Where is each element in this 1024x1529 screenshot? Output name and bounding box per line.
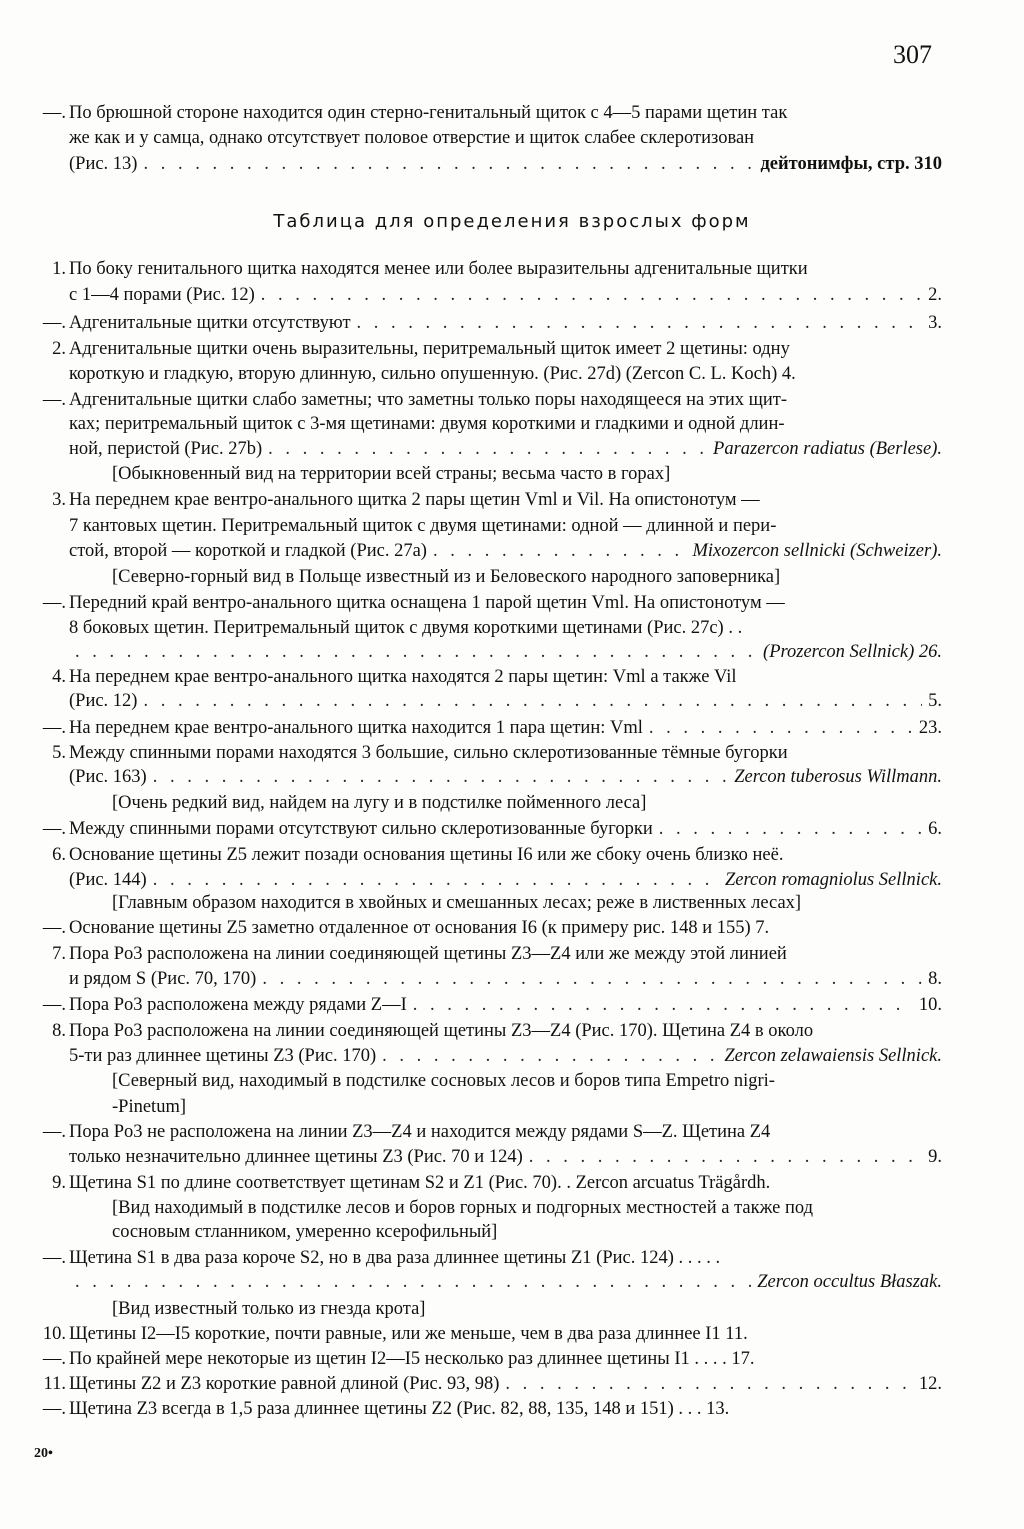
leader-dots	[433, 539, 687, 563]
leader-dots	[505, 1372, 913, 1396]
text-line	[36, 665, 942, 690]
line-text: Пора Po3 расположена на линии соединяющей щетины Z3—Z4 или же между этой линией	[69, 944, 787, 964]
line-text: [Обыкновенный вид на территории всей страны; весьма часто в горах]	[112, 464, 671, 484]
item-number: 6.	[52, 845, 66, 865]
text-line	[36, 152, 942, 177]
text-line	[36, 741, 942, 766]
text-line	[36, 916, 942, 941]
leader-dots	[143, 689, 922, 713]
line-text: [Вид находимый в подстилке лесов и боров горных и подгорных местностей а также под	[112, 1198, 814, 1218]
item-number: 11.	[43, 1374, 66, 1394]
line-tail: Mixozercon sellnicki (Schweizer).	[692, 541, 942, 561]
line-tail: 10.	[918, 995, 942, 1015]
text-line	[36, 1246, 942, 1271]
text-line	[36, 765, 942, 790]
item-number: —.	[42, 718, 66, 738]
text-line	[36, 337, 942, 362]
line-text: Адгенитальные щитки отсутствуют	[69, 313, 351, 333]
text-line	[36, 1019, 942, 1044]
text-line	[36, 1095, 942, 1120]
item-number: 2.	[52, 339, 66, 359]
line-text: [Очень редкий вид, найдем на лугу и в подстилке пойменного леса]	[112, 793, 647, 813]
item-number: —.	[42, 313, 66, 333]
line-text: [Северно-горный вид в Польще известный из и Беловеского народного заповерника]	[112, 567, 781, 587]
leader-dots	[262, 967, 922, 991]
line-text: По боку генитального щитка находятся менее или более выразительны адгенитальные щитки	[69, 259, 808, 279]
text-line	[36, 967, 942, 992]
line-text: Щетина Z3 всегда в 1,5 раза длиннее щетины Z2 (Рис. 82, 88, 135, 148 и 151) . . . 13.	[69, 1399, 730, 1419]
line-tail: 23.	[918, 718, 942, 738]
line-text: Адгенитальные щитки слабо заметны; что заметны только поры находящееся на этих щит-	[69, 390, 788, 410]
line-text: сосновым стланником, умеренно ксерофильный]	[112, 1222, 498, 1242]
line-tail: 9.	[928, 1147, 942, 1167]
text-line	[36, 843, 942, 868]
text-line	[36, 1270, 942, 1295]
text-line	[36, 616, 942, 641]
item-number: —.	[42, 103, 66, 123]
text-line	[36, 311, 942, 336]
item-number: —.	[42, 1399, 66, 1419]
text-line	[36, 1372, 942, 1397]
leader-dots	[75, 1270, 751, 1294]
text-line	[36, 412, 942, 437]
text-line	[36, 539, 942, 564]
line-text: По крайней мере некоторые из щетин I2—I5 несколько раз длиннее щетины I1 . . . . 17.	[69, 1349, 755, 1369]
leader-dots	[649, 716, 913, 740]
leader-dots	[153, 765, 728, 789]
line-text: и рядом S (Рис. 70, 170)	[69, 969, 257, 989]
line-text: На переднем крае вентро-анального щитка находится 1 пара щетин: Vml	[69, 718, 643, 738]
line-text: Основание щетины Z5 лежит позади основания щетины I6 или же сбоку очень близко неё.	[69, 845, 784, 865]
item-number: —.	[42, 1349, 66, 1369]
text-line	[36, 689, 942, 714]
line-text: На переднем крае вентро-анального щитка находятся 2 пары щетин: Vml а также Vil	[69, 667, 737, 687]
leader-dots	[529, 1145, 922, 1169]
line-text: 8 боковых щетин. Перитремальный щиток с двумя короткими щетинами (Рис. 27c) . .	[69, 618, 743, 638]
text-line	[36, 126, 942, 151]
item-number: —.	[42, 1122, 66, 1142]
text-line	[36, 716, 942, 741]
line-text: Щетина S1 по длине соответствует щетинам S2 и Z1 (Рис. 70). . Zercon arcuatus Trägårdh.	[69, 1173, 771, 1193]
text-line	[36, 942, 942, 967]
page-footer-signature: 20•	[34, 1446, 53, 1461]
line-text: Между спинными порами находятся 3 большие, сильно склеротизованные тёмные бугорки	[69, 743, 788, 763]
leader-dots	[382, 1044, 718, 1068]
text-line	[36, 891, 942, 916]
line-text: ной, перистой (Рис. 27b)	[69, 439, 263, 459]
text-line	[36, 1220, 942, 1245]
item-number: —.	[42, 819, 66, 839]
text-line	[36, 993, 942, 1018]
text-line	[36, 388, 942, 413]
text-line	[36, 1322, 942, 1347]
line-text: (Рис. 13)	[69, 154, 138, 174]
line-text: Щетина S1 в два раза короче S2, но в два раза длиннее щетины Z1 (Рис. 124) . . . . .	[69, 1248, 721, 1268]
line-text: Передний край вентро-анального щитка оснащена 1 парой щетин Vml. На опистонотум —	[69, 593, 785, 613]
item-number: 10.	[42, 1324, 66, 1344]
line-text: -Pinetum]	[112, 1097, 186, 1117]
leader-dots	[659, 817, 922, 841]
item-number: —.	[42, 995, 66, 1015]
line-text: Пора Po3 расположена между рядами Z—I	[69, 995, 407, 1015]
text-line	[36, 565, 942, 590]
text-line	[36, 1044, 942, 1069]
line-tail: Parazercon radiatus (Berlese).	[713, 439, 942, 459]
line-text: Щетины Z2 и Z3 короткие равной длиной (Рис. 93, 98)	[69, 1374, 500, 1394]
line-tail: Zercon romagniolus Sellnick.	[724, 870, 942, 890]
item-number: 8.	[52, 1021, 66, 1041]
text-line	[36, 1297, 942, 1322]
text-line	[36, 1171, 942, 1196]
text-line	[36, 868, 942, 893]
text-line	[36, 257, 942, 282]
line-text: (Рис. 163)	[69, 767, 147, 787]
line-text: только незначительно длиннее щетины Z3 (Рис. 70 и 124)	[69, 1147, 523, 1167]
item-number: —.	[42, 593, 66, 613]
line-text: стой, второй — короткой и гладкой (Рис. 27a)	[69, 541, 427, 561]
text-line	[36, 462, 942, 487]
line-text: Пора Po3 расположена на линии соединяющей щетины Z3—Z4 (Рис. 170). Щетина Z4 в около	[69, 1021, 814, 1041]
line-tail: 2.	[928, 285, 942, 305]
text-line	[36, 488, 942, 513]
line-tail: Zercon zelawaiensis Sellnick.	[724, 1046, 942, 1066]
line-tail: Zercon tuberosus Willmann.	[734, 767, 942, 787]
text-line	[36, 1069, 942, 1094]
line-text: (Рис. 12)	[69, 691, 138, 711]
line-text: Между спинными порами отсутствуют сильно склеротизованные бугорки	[69, 819, 653, 839]
item-number: 7.	[52, 944, 66, 964]
text-line	[36, 1145, 942, 1170]
item-number: 4.	[52, 667, 66, 687]
leader-dots	[268, 437, 707, 461]
line-text: с 1—4 порами (Рис. 12)	[69, 285, 255, 305]
item-number: 9.	[52, 1173, 66, 1193]
text-line	[36, 437, 942, 462]
line-tail: Zercon occultus Błaszak.	[757, 1272, 942, 1292]
line-text: Основание щетины Z5 заметно отдаленное от основания I6 (к примеру рис. 148 и 155) 7.	[69, 918, 770, 938]
line-tail: 5.	[928, 691, 942, 711]
text-line	[36, 514, 942, 539]
text-line	[36, 1196, 942, 1221]
line-tail: 12.	[918, 1374, 942, 1394]
line-text: 5-ти раз длиннее щетины Z3 (Рис. 170)	[69, 1046, 377, 1066]
text-line	[36, 101, 942, 126]
text-line	[36, 1120, 942, 1145]
item-number: —.	[42, 390, 66, 410]
line-text: [Вид известный только из гнезда крота]	[112, 1299, 426, 1319]
item-number: 3.	[52, 490, 66, 510]
leader-dots	[153, 868, 719, 892]
leader-dots	[143, 152, 754, 176]
text-line	[36, 362, 942, 387]
line-tail: дейтонимфы, стр. 310	[760, 154, 942, 174]
leader-dots	[75, 640, 757, 664]
item-number: —.	[42, 1248, 66, 1268]
line-text: [Главным образом находится в хвойных и смешанных лесах; реже в лиственных лесах]	[112, 893, 802, 913]
line-text: (Рис. 144)	[69, 870, 147, 890]
line-tail: 6.	[928, 819, 942, 839]
line-text: короткую и гладкую, вторую длинную, сильно опушенную. (Рис. 27d) (Zercon C. L. Koch) 4.	[69, 364, 796, 384]
line-tail: 8.	[928, 969, 942, 989]
line-text: На переднем крае вентро-анального щитка 2 пары щетин Vml и Vil. На опистонотум —	[69, 490, 760, 510]
text-line	[36, 1347, 942, 1372]
text-line	[36, 591, 942, 616]
leader-dots	[413, 993, 913, 1017]
line-text: Щетины I2—I5 короткие, почти равные, или же меньше, чем в два раза длиннее I1 11.	[69, 1324, 748, 1344]
text-line	[36, 791, 942, 816]
text-line	[36, 640, 942, 665]
line-text: Пора Po3 не расположена на линии Z3—Z4 и находится между рядами S—Z. Щетина Z4	[69, 1122, 771, 1142]
item-number: 5.	[52, 743, 66, 763]
line-text: же как и у самца, однако отсутствует половое отверстие и щиток слабее склеротизован	[69, 128, 755, 148]
page-number: 307	[893, 40, 932, 69]
leader-dots	[261, 283, 922, 307]
text-line	[36, 1397, 942, 1422]
line-text: 7 кантовых щетин. Перитремальный щиток с двумя щетинами: одной — длинной и пери-	[69, 516, 777, 536]
text-line	[36, 817, 942, 842]
line-text: Адгенитальные щитки очень выразительны, перитремальный щиток имеет 2 щетины: одну	[69, 339, 790, 359]
line-text: По брюшной стороне находится один стерно-генитальный щиток с 4—5 парами щетин так	[69, 103, 788, 123]
line-tail: (Prozercon Sellnick) 26.	[763, 642, 942, 662]
table-title: Таблица для определения взрослых форм	[273, 211, 751, 232]
text-line	[36, 283, 942, 308]
item-number: 1.	[52, 259, 66, 279]
line-text: [Северный вид, находимый в подстилке сосновых лесов и боров типа Empetro nigri-	[112, 1071, 775, 1091]
item-number: —.	[42, 918, 66, 938]
leader-dots	[357, 311, 923, 335]
line-text: ках; перитремальный щиток с 3-мя щетинами: двумя короткими и гладкими и одной длин-	[69, 414, 785, 434]
line-tail: 3.	[928, 313, 942, 333]
